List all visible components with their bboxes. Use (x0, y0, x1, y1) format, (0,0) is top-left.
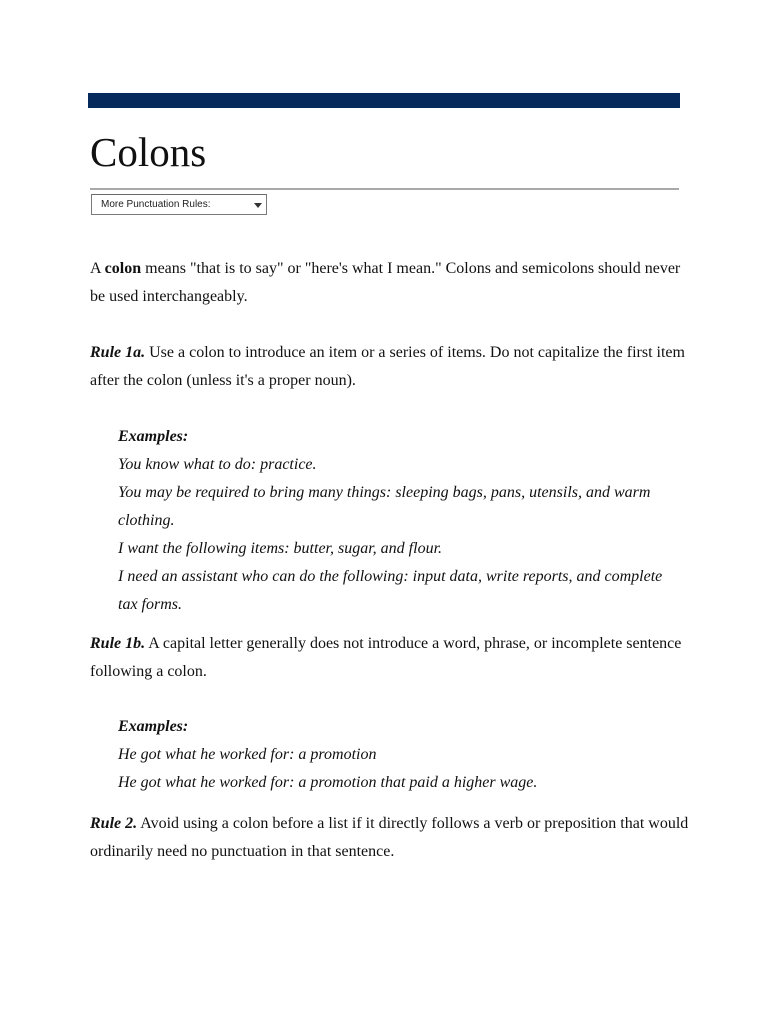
example-line: You may be required to bring many things: sleeping bags, pans, utensils, and warm clothing. (118, 484, 651, 529)
rule-text: A capital letter generally does not introduce a word, phrase, or incomplete sentence following a colon. (90, 635, 682, 680)
example-line: He got what he worked for: a promotion (118, 746, 377, 763)
examples-heading: Examples: (118, 428, 189, 445)
rule-label: Rule 2. (90, 815, 138, 832)
example-line: I want the following items: butter, sugar, and flour. (118, 540, 443, 557)
rule-2-paragraph (90, 810, 690, 866)
example-line: You know what to do: practice. (118, 456, 317, 473)
rule-1b-paragraph (90, 630, 690, 686)
rule-1a-examples (118, 423, 678, 619)
rule-text: Use a colon to introduce an item or a series of items. Do not capitalize the first item after the colon (unless it's a proper noun). (90, 344, 685, 389)
rule-1b-examples (118, 713, 678, 797)
example-line: I need an assistant who can do the following: input data, write reports, and complete tax forms. (118, 568, 663, 613)
punctuation-rules-select[interactable] (91, 194, 267, 215)
intro-paragraph (90, 255, 690, 311)
intro-text: means "that is to say" or "here's what I mean." Colons and semicolons should never be used interchangeably. (90, 260, 681, 305)
rule-text: Avoid using a colon before a list if it directly follows a verb or preposition that would ordinarily need no punctuation in that sentence. (90, 815, 689, 860)
rule-1a-paragraph (90, 339, 690, 395)
intro-term: colon (104, 260, 142, 277)
example-line: He got what he worked for: a promotion that paid a higher wage. (118, 774, 538, 791)
rule-label: Rule 1b. (90, 635, 146, 652)
select-value: More Punctuation Rules: (101, 199, 211, 210)
rule-label: Rule 1a. (90, 344, 146, 361)
chevron-down-icon[interactable] (254, 203, 262, 208)
intro-prefix: A (90, 260, 105, 277)
header-bar (88, 93, 680, 108)
title-divider (90, 188, 679, 190)
examples-heading: Examples: (118, 718, 189, 735)
page-title: Colons (90, 129, 207, 175)
